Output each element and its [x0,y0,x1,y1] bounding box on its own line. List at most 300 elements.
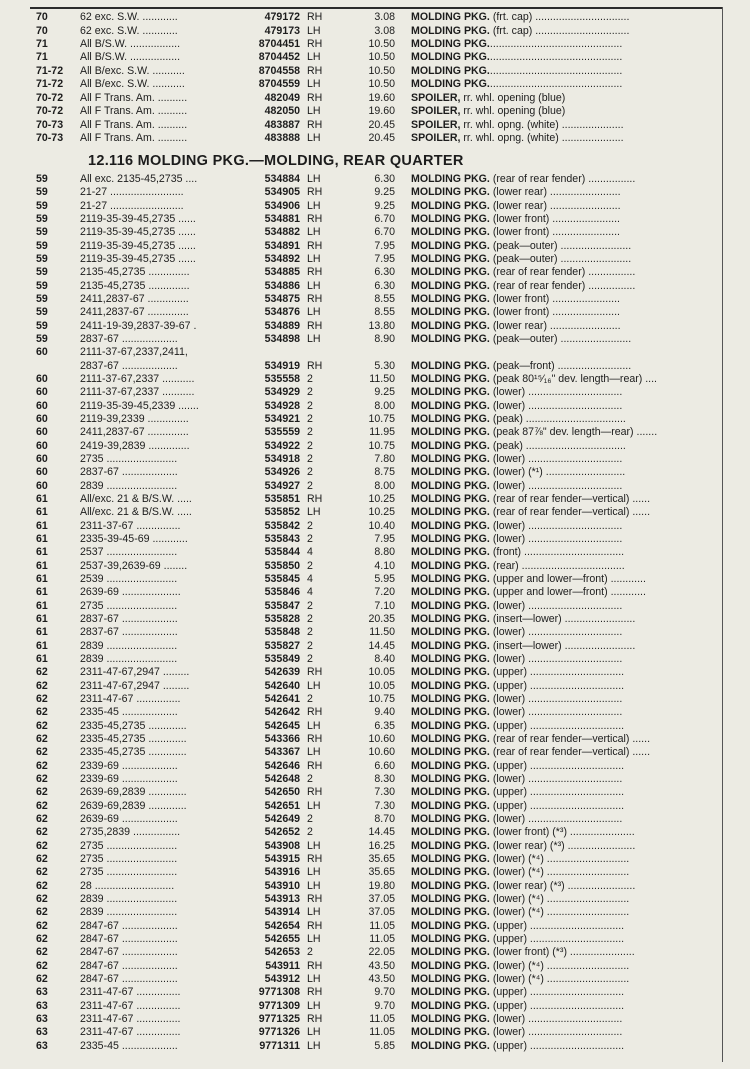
description-name: MOLDING PKG. [411,293,490,305]
price-cell: 7.30 [374,799,395,812]
description-cell: MOLDING PKG. (upper) ................................ [411,786,625,799]
description-name: MOLDING PKG. [411,653,490,666]
description-name: MOLDING PKG. [411,359,490,372]
price-cell: 20.45 [368,132,395,145]
price-cell: 7.10 [374,599,395,612]
quantity-cell: RH [307,853,323,866]
part-number-cell: 8704451 [258,37,300,50]
year-cell: 62 [36,706,48,719]
quantity-cell: LH [307,866,321,879]
description-name: MOLDING PKG. [411,1026,490,1039]
model-cell: 2335-39-45-69 ............ [80,533,188,545]
part-number-cell: 479173 [264,24,300,37]
table-row [0,320,722,333]
quantity-cell: 4 [307,546,313,559]
price-cell: 10.60 [368,733,395,746]
model-cell: 2411-19-39,2837-39-67 . [80,319,197,332]
description-name: MOLDING PKG. [411,893,490,906]
model-cell: 2111-37-67,2337,2411, [80,346,188,359]
model-cell: 21-27 ......................... [80,186,184,199]
part-number-cell: 535849 [264,653,300,666]
quantity-cell: 2 [307,373,313,385]
model-cell: 2119-35-39-45,2735 ...... [80,213,196,225]
price-cell: 37.05 [368,893,395,906]
description-name: MOLDING PKG. [411,839,490,852]
part-number-cell: 535847 [264,599,300,612]
description-name: MOLDING PKG. [411,279,490,292]
description-cell: MOLDING PKG. (lower) ................................ [411,706,623,719]
part-number-cell: 8704558 [258,64,300,77]
quantity-cell: 2 [307,693,313,706]
description-name: SPOILER, [411,91,461,104]
table-row [0,813,722,826]
table-row [0,173,722,186]
price-cell: 6.60 [374,759,395,772]
year-cell: 62 [36,813,48,826]
quantity-cell: RH [307,64,323,77]
description-name: MOLDING PKG. [411,199,490,212]
quantity-cell: RH [307,919,323,932]
part-number-cell: 483887 [264,118,300,131]
description-name: MOLDING PKG. [411,506,490,519]
model-cell: 2847-67 ................... [80,919,178,932]
description-cell: MOLDING PKG. (lower front) ....................... [411,306,620,319]
table-row [0,413,722,426]
model-cell: 21-27 ......................... [80,199,184,212]
quantity-cell: LH [307,173,321,185]
part-number-cell: 534921 [264,413,300,425]
year-cell: 61 [36,493,48,505]
quantity-cell: LH [307,933,321,946]
model-cell: 2839 ........................ [80,653,178,666]
description-name: MOLDING PKG. [411,333,490,345]
model-cell: 2339-69 ................... [80,773,178,786]
quantity-cell: RH [307,91,323,104]
price-cell: 37.05 [368,906,395,919]
description-name: MOLDING PKG. [411,933,490,946]
year-cell: 62 [36,906,48,919]
model-cell: 2735 ........................ [80,599,178,612]
year-cell: 62 [36,679,48,692]
year-cell: 62 [36,919,48,932]
description-cell: MOLDING PKG. (lower) ................................ [411,453,623,465]
price-cell: 35.65 [368,853,395,866]
price-cell: 9.70 [374,986,395,999]
description-cell: MOLDING PKG. (lower) ................................ [411,1013,623,1026]
quantity-cell: RH [307,759,323,772]
year-cell: 62 [36,866,48,879]
description-name: MOLDING PKG. [411,626,490,639]
part-number-cell: 534889 [264,319,300,332]
year-cell: 70-73 [36,132,64,145]
description-name: MOLDING PKG. [411,24,490,37]
table-row [0,546,722,559]
quantity-cell: 2 [307,426,313,439]
quantity-cell: 4 [307,573,313,585]
price-cell: 11.05 [369,1026,395,1039]
quantity-cell: RH [307,893,323,906]
price-cell: 8.75 [374,466,395,479]
part-number-cell: 534875 [264,293,300,305]
description-cell: MOLDING PKG. (upper) ................................ [411,933,625,946]
description-name: MOLDING PKG. [411,986,490,999]
price-cell: 6.70 [374,226,395,239]
part-number-cell: 542640 [264,679,300,692]
quantity-cell: RH [307,11,323,23]
model-cell: 2311-47-67 ............... [80,1013,181,1026]
table-row [0,506,722,519]
description-cell: MOLDING PKG. (rear of rear fender—vertical) ...... [411,506,651,519]
year-cell: 59 [36,186,48,199]
description-name: MOLDING PKG. [411,319,490,332]
model-cell: All B/exc. S.W. ........... [80,64,185,77]
year-cell: 71 [36,51,48,64]
model-cell: 2111-37-67,2337 ........... [80,386,195,399]
description-name: MOLDING PKG. [411,773,490,786]
description-name: MOLDING PKG. [411,173,490,185]
year-cell: 61 [36,639,48,652]
part-number-cell: 9771325 [258,1013,300,1026]
table-row [0,200,722,213]
year-cell: 62 [36,693,48,706]
part-number-cell: 534929 [264,386,300,399]
description-name: MOLDING PKG. [411,546,490,559]
price-cell: 19.60 [368,91,395,104]
year-cell: 71-72 [36,64,64,77]
model-cell: 2639-69,2839 ............. [80,786,187,799]
model-cell: 2411,2837-67 .............. [80,306,189,319]
model-cell: 2311-47-67 ............... [80,999,181,1012]
quantity-cell: LH [307,1026,321,1039]
price-cell: 35.65 [368,866,395,879]
model-cell: 2339-69 ................... [80,759,178,772]
description-name: MOLDING PKG. [411,586,490,599]
price-cell: 16.25 [368,839,395,852]
model-cell: 2119-35-39-45,2735 ...... [80,239,196,252]
table-row [0,640,722,653]
year-cell: 61 [36,506,48,519]
table-row [0,586,722,599]
description-name: MOLDING PKG. [411,693,490,706]
table-row [0,533,722,546]
quantity-cell: 2 [307,453,313,465]
description-name: MOLDING PKG. [411,919,490,932]
description-cell: MOLDING PKG. (upper) ................................ [411,919,625,932]
quantity-cell: 2 [307,813,313,826]
part-number-cell: 483888 [264,132,300,145]
quantity-cell: LH [307,719,321,732]
year-cell: 60 [36,413,48,425]
year-cell: 61 [36,653,48,666]
table-row [0,480,722,493]
model-cell: 2735 ........................ [80,453,178,465]
model-cell: All/exc. 21 & B/S.W. ..... [80,506,192,519]
year-cell: 61 [36,586,48,599]
description-name: MOLDING PKG. [411,399,490,412]
price-cell: 6.30 [374,266,395,279]
price-cell: 10.60 [368,746,395,759]
model-cell: 2335-45 ................... [80,1039,178,1052]
price-cell: 8.55 [374,293,395,305]
year-cell: 59 [36,279,48,292]
right-column-rule [722,7,723,1062]
description-name: MOLDING PKG. [411,719,490,732]
table-row [0,1040,722,1053]
price-cell: 10.75 [368,413,395,425]
table-row [0,773,722,786]
description-name: MOLDING PKG. [411,759,490,772]
price-cell: 8.80 [374,546,395,559]
part-number-cell: 543916 [264,866,300,879]
model-cell: 28 ........................... [80,879,175,892]
table-row [0,986,722,999]
quantity-cell: 2 [307,613,313,626]
table-row [0,333,722,346]
description-name: MOLDING PKG. [411,213,490,225]
model-cell: 2539 ........................ [80,573,178,585]
description-name: MOLDING PKG. [411,799,490,812]
table-row [0,906,722,919]
description-cell: MOLDING PKG. (lower front) ....................... [411,226,620,239]
model-cell: 2119-39,2339 .............. [80,413,189,425]
description-cell: MOLDING PKG. (lower) ................................ [411,479,623,492]
year-cell: 62 [36,933,48,946]
table-row [0,306,722,319]
table-row [0,853,722,866]
part-number-cell: 534918 [264,453,300,465]
year-cell: 59 [36,293,48,305]
price-cell: 10.05 [368,666,395,679]
price-cell: 5.30 [374,359,395,372]
year-cell: 61 [36,546,48,559]
description-name: MOLDING PKG. [411,266,490,279]
description-name: MOLDING PKG. [411,813,490,826]
part-number-cell: 542642 [264,706,300,719]
part-number-cell: 542654 [264,919,300,932]
year-cell: 62 [36,959,48,972]
price-cell: 9.40 [374,706,395,719]
model-cell: 2335-45 ................... [80,706,178,719]
part-number-cell: 543913 [264,893,300,906]
description-cell: MOLDING PKG.............................................. [411,78,623,91]
year-cell: 62 [36,786,48,799]
price-cell: 10.40 [368,519,395,532]
quantity-cell: 2 [307,413,313,425]
year-cell: 62 [36,773,48,786]
year-cell: 59 [36,266,48,279]
description-name: MOLDING PKG. [411,826,490,839]
description-name: MOLDING PKG. [411,746,490,759]
description-cell: MOLDING PKG. (upper) ................................ [411,799,625,812]
price-cell: 8.90 [374,333,395,345]
quantity-cell: LH [307,253,321,265]
year-cell: 62 [36,893,48,906]
part-number-cell: 535559 [264,426,300,439]
model-cell: All B/S.W. ................. [80,51,181,64]
description-cell: MOLDING PKG. (upper) ................................ [411,759,625,772]
quantity-cell: RH [307,213,323,225]
part-number-cell: 542648 [264,773,300,786]
description-cell: MOLDING PKG. (lower rear) (*³) ....................... [411,839,636,852]
part-number-cell: 482049 [264,91,300,104]
quantity-cell: RH [307,319,323,332]
year-cell: 59 [36,239,48,252]
part-number-cell: 534881 [264,213,300,225]
table-row [0,760,722,773]
price-cell: 9.70 [374,999,395,1012]
quantity-cell: RH [307,239,323,252]
table-row [0,933,722,946]
table-row [0,693,722,706]
description-name: MOLDING PKG. [411,306,490,319]
price-cell: 20.45 [368,118,395,131]
table-row [0,51,722,64]
description-name: MOLDING PKG. [411,239,490,252]
table-row [0,213,722,226]
model-cell: 2311-37-67 ............... [80,519,181,532]
description-name: MOLDING PKG. [411,253,490,265]
description-name: MOLDING PKG. [411,413,490,425]
description-cell: MOLDING PKG. (lower rear) ........................ [411,199,621,212]
model-cell: 2311-47-67 ............... [80,986,181,999]
part-number-cell: 535846 [264,586,300,599]
year-cell: 63 [36,1039,48,1052]
year-cell: 59 [36,306,48,319]
quantity-cell: RH [307,293,323,305]
description-cell: MOLDING PKG. (upper) ................................ [411,1039,625,1052]
model-cell: All F Trans. Am. .......... [80,132,188,145]
description-cell: MOLDING PKG. (rear of rear fender—vertical) ...... [411,493,651,505]
quantity-cell: 2 [307,466,313,479]
description-cell: MOLDING PKG. (lower) (*⁴) ............................ [411,906,630,919]
table-row [0,960,722,973]
description-cell: MOLDING PKG. (lower) (*⁴) ............................ [411,893,630,906]
quantity-cell: LH [307,999,321,1012]
part-number-cell: 535843 [264,533,300,545]
part-number-cell: 542655 [264,933,300,946]
description-name: MOLDING PKG. [411,959,490,972]
description-name: MOLDING PKG. [411,973,490,986]
table-row [0,733,722,746]
description-cell: MOLDING PKG. (front) .................................. [411,546,625,559]
part-number-cell: 542641 [264,693,300,706]
part-number-cell: 535842 [264,519,300,532]
model-cell: 2735 ........................ [80,839,178,852]
description-name: MOLDING PKG. [411,439,490,452]
quantity-cell: RH [307,733,323,746]
price-cell: 7.95 [374,253,395,265]
description-cell: SPOILER, rr. whl. opng. (white) ..................... [411,118,624,131]
table-row [0,186,722,199]
quantity-cell: 2 [307,639,313,652]
quantity-cell: 2 [307,826,313,839]
description-cell: MOLDING PKG.............................................. [411,51,623,64]
description-cell: MOLDING PKG. (upper) ................................ [411,679,625,692]
model-cell: 2839 ........................ [80,479,178,492]
price-cell: 19.60 [368,105,395,118]
description-cell: MOLDING PKG. (rear of rear fender—vertical) ...... [411,733,651,746]
price-cell: 11.05 [369,1013,395,1026]
description-cell: MOLDING PKG. (peak—outer) ........................ [411,239,632,252]
year-cell: 61 [36,533,48,545]
price-cell: 7.20 [374,586,395,599]
quantity-cell: RH [307,186,323,199]
part-number-cell: 535848 [264,626,300,639]
description-name: MOLDING PKG. [411,613,490,626]
description-cell: MOLDING PKG. (upper and lower—front) ............ [411,573,646,585]
table-row [0,453,722,466]
model-cell: 2837-67 ................... [80,359,178,372]
part-number-cell: 534926 [264,466,300,479]
model-cell: 2837-67 ................... [80,626,178,639]
part-number-cell: 8704452 [258,51,300,64]
table-row [0,38,722,51]
table-row [0,253,722,266]
year-cell: 62 [36,759,48,772]
description-cell: MOLDING PKG. (upper and lower—front) ............ [411,586,646,599]
description-name: MOLDING PKG. [411,946,490,959]
part-number-cell: 542651 [264,799,300,812]
description-name: MOLDING PKG. [411,386,490,399]
description-name: MOLDING PKG. [411,453,490,465]
description-cell: MOLDING PKG. (lower) ................................ [411,386,623,399]
quantity-cell: LH [307,746,321,759]
part-number-cell: 535558 [264,373,300,385]
price-cell: 7.30 [374,786,395,799]
description-cell: MOLDING PKG. (rear of rear fender) ................ [411,279,636,292]
description-cell: MOLDING PKG. (rear of rear fender) ................ [411,173,636,185]
part-number-cell: 482050 [264,105,300,118]
description-cell: MOLDING PKG. (lower) (*⁴) ............................ [411,973,630,986]
price-cell: 11.50 [369,373,395,385]
year-cell: 60 [36,479,48,492]
description-cell: MOLDING PKG. (insert—lower) ........................ [411,613,636,626]
description-cell: MOLDING PKG. (rear of rear fender) ................ [411,266,636,279]
model-cell: 2411,2837-67 .............. [80,426,189,439]
year-cell: 61 [36,626,48,639]
model-cell: 2311-47-67 ............... [80,1026,181,1039]
description-cell: MOLDING PKG. (peak—outer) ........................ [411,333,632,345]
price-cell: 8.70 [374,813,395,826]
year-cell: 61 [36,613,48,626]
quantity-cell: RH [307,666,323,679]
description-name: MOLDING PKG. [411,666,490,679]
part-number-cell: 8704559 [258,78,300,91]
model-cell: All exc. 2135-45,2735 .... [80,173,198,185]
price-cell: 7.95 [374,533,395,545]
part-number-cell: 479172 [264,11,300,23]
description-name: MOLDING PKG. [411,599,490,612]
year-cell: 62 [36,973,48,986]
description-cell: MOLDING PKG. (lower) ................................ [411,519,623,532]
part-number-cell: 534928 [264,399,300,412]
part-number-cell: 543912 [264,973,300,986]
year-cell: 59 [36,173,48,185]
quantity-cell: LH [307,506,321,519]
quantity-cell: RH [307,706,323,719]
model-cell: 2537 ........................ [80,546,178,559]
table-row [0,653,722,666]
model-cell: 62 exc. S.W. ............ [80,11,178,23]
table-row [0,946,722,959]
price-cell: 9.25 [374,186,395,199]
model-cell: 2735 ........................ [80,853,178,866]
model-cell: 2119-35-39-45,2735 ...... [80,226,196,239]
quantity-cell: 2 [307,946,313,959]
model-cell: 2839 ........................ [80,906,178,919]
quantity-cell: LH [307,51,321,64]
table-row [0,720,722,733]
